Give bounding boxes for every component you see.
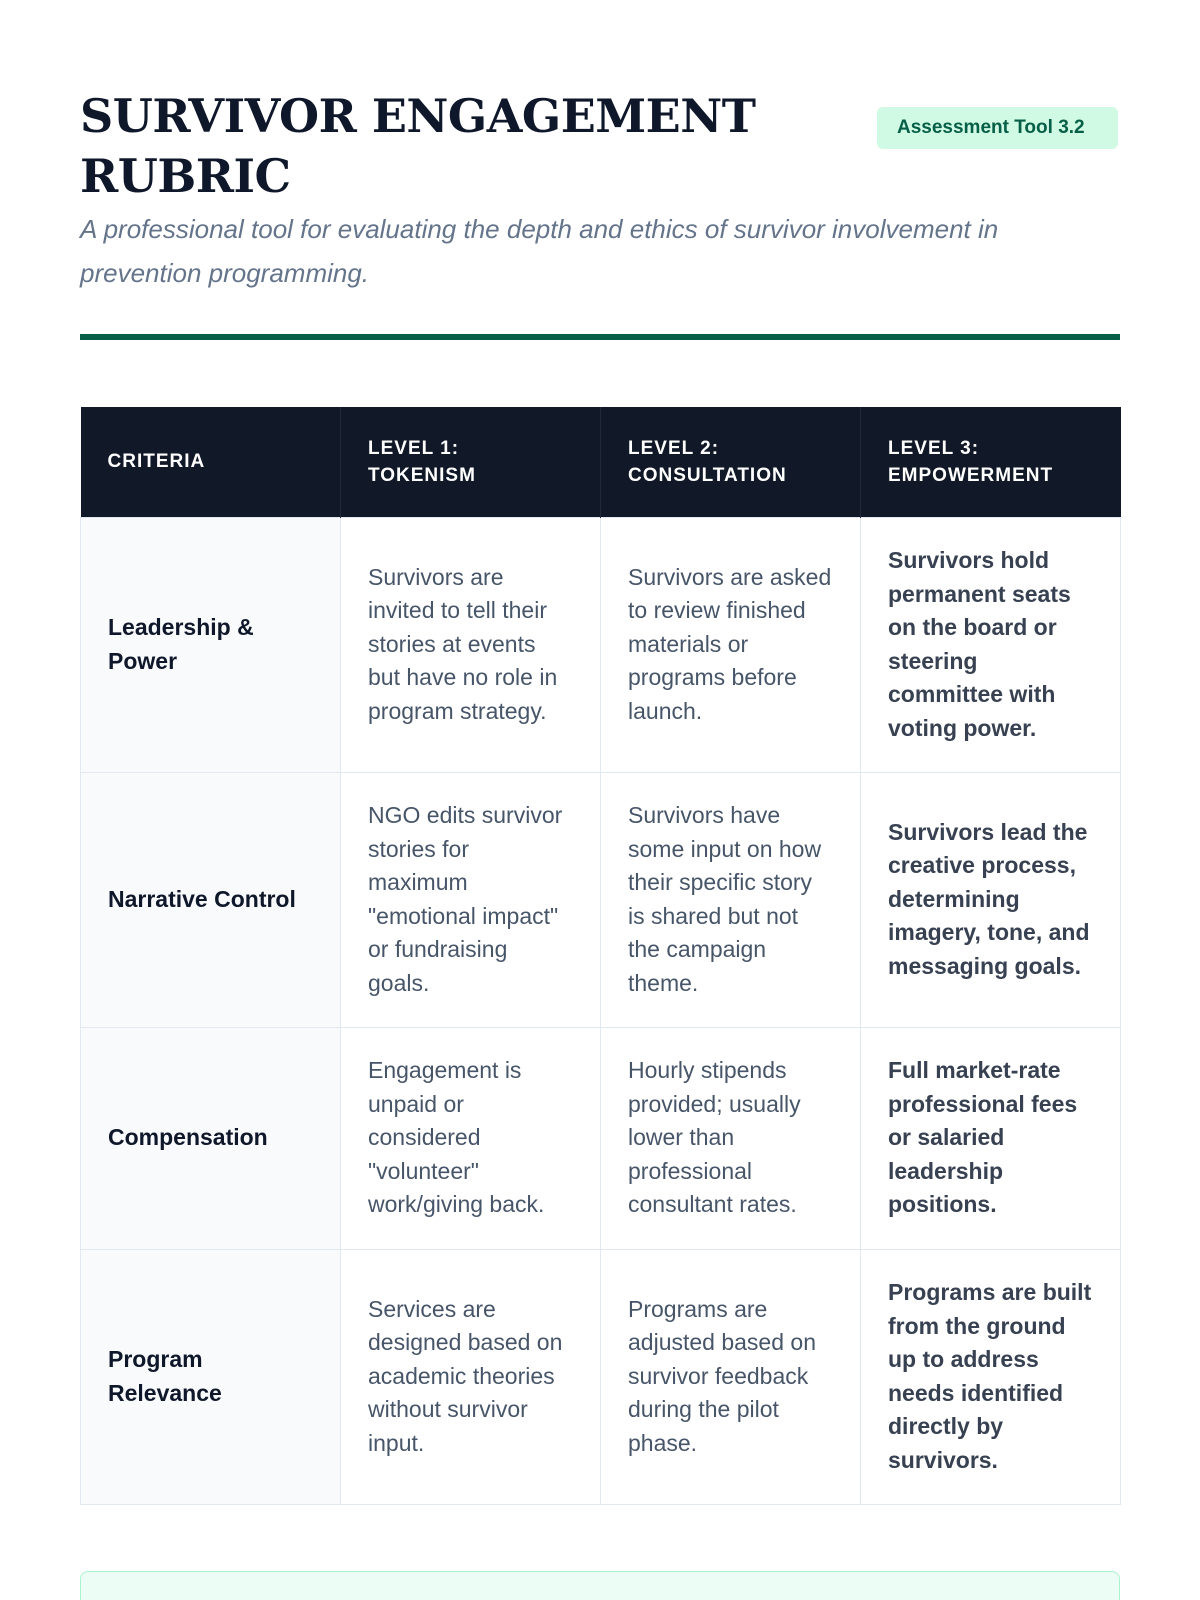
criteria-cell: Program Relevance: [81, 1249, 341, 1504]
level-2-cell: Survivors are asked to review finished materials or programs before launch.: [601, 517, 861, 772]
level-2-cell: Survivors have some input on how their specific story is shared but not the campaign theme.: [601, 772, 861, 1027]
column-header-level-2: LEVEL 2: CONSULTATION: [601, 407, 861, 517]
rubric-table: [80, 407, 1121, 1505]
rubric-table-head: [81, 407, 1121, 517]
level-1-cell: Engagement is unpaid or considered "volunteer" work/giving back.: [341, 1027, 601, 1249]
header-row: [81, 407, 1121, 517]
column-header-criteria: CRITERIA: [81, 407, 341, 517]
level-1-cell: Survivors are invited to tell their stories at events but have no role in program strategy.: [341, 517, 601, 772]
level-3-cell: Survivors hold permanent seats on the board or steering committee with voting power.: [861, 517, 1121, 772]
assessment-badge: Assessment Tool 3.2: [877, 107, 1118, 149]
level-1-cell: Services are designed based on academic theories without survivor input.: [341, 1249, 601, 1504]
level-1-cell: NGO edits survivor stories for maximum "emotional impact" or fundraising goals.: [341, 772, 601, 1027]
level-2-cell: Hourly stipends provided; usually lower than professional consultant rates.: [601, 1027, 861, 1249]
page-subtitle: A professional tool for evaluating the depth and ethics of survivor involvement in prevention programming.: [80, 214, 999, 288]
level-3-cell: Programs are built from the ground up to address needs identified directly by survivors.: [861, 1249, 1121, 1504]
level-2-cell: Programs are adjusted based on survivor feedback during the pilot phase.: [601, 1249, 861, 1504]
rubric-table-body: [81, 517, 1121, 1504]
criteria-cell: Narrative Control: [81, 772, 341, 1027]
column-header-level-3: LEVEL 3: EMPOWERMENT: [861, 407, 1121, 517]
table-row: [81, 517, 1121, 772]
table-row: [81, 772, 1121, 1027]
footer-note-box: [80, 1571, 1120, 1600]
page: [80, 0, 1120, 1600]
criteria-cell: Leadership & Power: [81, 517, 341, 772]
level-3-cell: Full market-rate professional fees or salaried leadership positions.: [861, 1027, 1121, 1249]
table-row: [81, 1249, 1121, 1504]
column-header-level-1: LEVEL 1: TOKENISM: [341, 407, 601, 517]
table-row: [81, 1027, 1121, 1249]
header-divider: [80, 334, 1120, 340]
level-3-cell: Survivors lead the creative process, determining imagery, tone, and messaging goals.: [861, 772, 1121, 1027]
criteria-cell: Compensation: [81, 1027, 341, 1249]
page-title: SURVIVOR ENGAGEMENT RUBRIC: [80, 89, 756, 203]
